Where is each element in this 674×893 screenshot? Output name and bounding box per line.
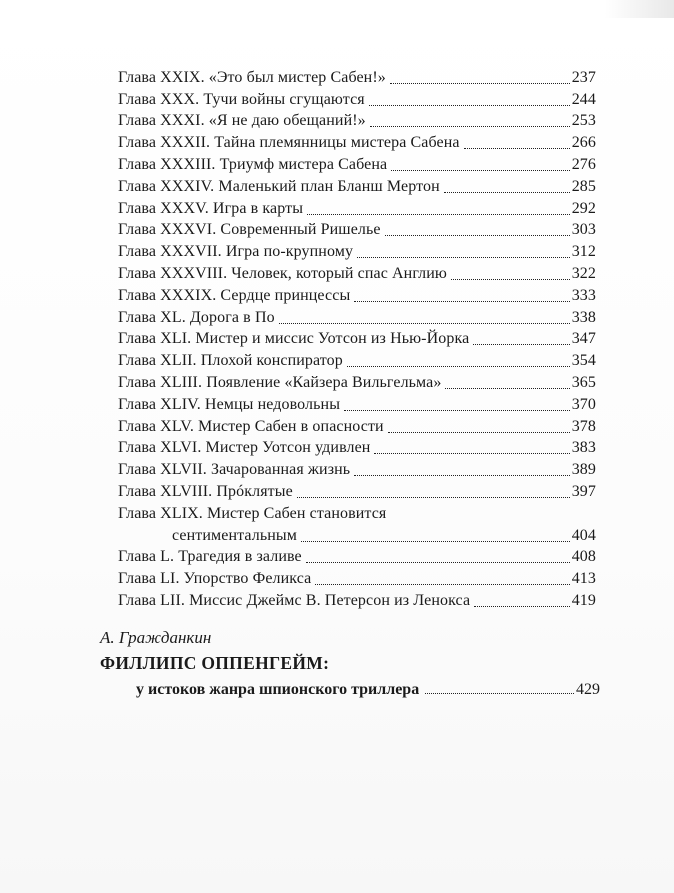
toc-entry xyxy=(118,197,596,219)
toc-entry xyxy=(118,110,596,132)
toc-entry xyxy=(118,349,596,371)
dot-leader xyxy=(425,692,574,694)
dot-leader xyxy=(464,147,570,149)
toc-entry-title: Глава XXIX. «Это был мистер Сабен!» xyxy=(118,68,386,86)
toc-entry-title: Глава XLVII. Зачарованная жизнь xyxy=(118,461,351,479)
dot-leader xyxy=(347,365,570,367)
toc-entry-page: 389 xyxy=(571,461,596,479)
toc-entry-title: Глава LI. Упорство Феликса xyxy=(118,570,312,588)
dot-leader xyxy=(369,104,570,106)
toc-entry-page: 370 xyxy=(571,395,596,413)
dot-leader xyxy=(297,496,570,498)
afterword-page: 429 xyxy=(576,681,600,698)
toc-entry-title: Глава XXX. Тучи войны сгущаются xyxy=(118,90,365,108)
toc-entry-page: 347 xyxy=(571,330,596,348)
toc-entry-title: Глава XLVI. Мистер Уотсон удивлен xyxy=(118,439,371,457)
table-of-contents xyxy=(118,66,596,611)
dot-leader xyxy=(306,561,570,563)
dot-leader xyxy=(279,322,570,324)
dot-leader xyxy=(344,409,570,411)
toc-entry-page: 285 xyxy=(571,177,596,195)
toc-entry-title: Глава XXXIV. Маленький план Бланш Мертон xyxy=(118,177,440,195)
toc-entry-page: 419 xyxy=(571,591,596,609)
dot-leader xyxy=(474,605,570,607)
dot-leader xyxy=(444,191,570,193)
dot-leader xyxy=(388,431,570,433)
toc-entry-page: 413 xyxy=(571,570,596,588)
toc-entry-page: 378 xyxy=(571,417,596,435)
toc-entry-title: Глава L. Трагедия в заливе xyxy=(118,548,302,566)
toc-entry-continuation xyxy=(118,524,596,546)
dot-leader xyxy=(445,387,569,389)
toc-entry-title: Глава LII. Миссис Джеймс В. Петерсон из Ленокса xyxy=(118,591,471,609)
toc-entry xyxy=(118,131,596,153)
dot-leader xyxy=(357,256,570,258)
toc-entry xyxy=(118,371,596,393)
toc-entry-page: 322 xyxy=(571,264,596,282)
toc-entry-page: 333 xyxy=(571,286,596,304)
afterword-subtitle: у истоков жанра шпионского триллера xyxy=(136,681,420,698)
toc-entry-title: Глава XXXIX. Сердце принцессы xyxy=(118,286,351,304)
toc-entry-page: 266 xyxy=(571,134,596,152)
toc-entry xyxy=(118,153,596,175)
toc-entry xyxy=(118,567,596,589)
toc-entry-page: 237 xyxy=(571,68,596,86)
dot-leader xyxy=(390,82,570,84)
toc-entry-page: 338 xyxy=(571,308,596,326)
toc-entry xyxy=(118,66,596,88)
toc-entry-title: Глава XXXII. Тайна племянницы мистера Сабена xyxy=(118,134,460,152)
toc-entry xyxy=(118,393,596,415)
scan-shadow xyxy=(604,0,674,18)
toc-entry-page: 244 xyxy=(571,90,596,108)
toc-entry xyxy=(118,437,596,459)
toc-entry xyxy=(118,589,596,611)
toc-entry-page: 365 xyxy=(571,373,596,391)
toc-entry-page: 253 xyxy=(571,112,596,130)
toc-entry-title: Глава XLI. Мистер и миссис Уотсон из Нью-Йорка xyxy=(118,330,470,348)
toc-entry-page: 383 xyxy=(571,439,596,457)
toc-entry-page: 276 xyxy=(571,155,596,173)
toc-entry xyxy=(118,306,596,328)
toc-entry xyxy=(118,175,596,197)
toc-entry-page: 408 xyxy=(571,548,596,566)
toc-entry-page: 312 xyxy=(571,243,596,261)
toc-entry xyxy=(118,458,596,480)
toc-entry xyxy=(118,480,596,502)
toc-entry-page: 303 xyxy=(571,221,596,239)
toc-entry xyxy=(118,262,596,284)
toc-entry xyxy=(118,546,596,568)
toc-entry-title: Глава XLIII. Появление «Кайзера Вильгельма» xyxy=(118,373,442,391)
toc-entry-title: Глава XLV. Мистер Сабен в опасности xyxy=(118,417,384,435)
dot-leader xyxy=(315,583,569,585)
toc-entry-title: Глава XXXVIII. Человек, который спас Англию xyxy=(118,264,447,282)
toc-entry-page: 354 xyxy=(571,352,596,370)
toc-entry-title: Глава XL. Дорога в По xyxy=(118,308,275,326)
toc-entry xyxy=(118,328,596,350)
toc-entry-page: 404 xyxy=(571,526,596,544)
toc-entry-title: Глава XXXVII. Игра по-крупному xyxy=(118,243,354,261)
afterword-author: А. Гражданкин xyxy=(100,628,212,647)
toc-entry-page: 292 xyxy=(571,199,596,217)
afterword-subtitle-row xyxy=(136,675,600,699)
toc-entry xyxy=(118,415,596,437)
dot-leader xyxy=(473,343,569,345)
afterword-section xyxy=(100,627,600,699)
dot-leader xyxy=(307,213,570,215)
toc-entry-page: 397 xyxy=(571,482,596,500)
dot-leader xyxy=(451,278,570,280)
toc-entry-title-line1: Глава XLIX. Мистер Сабен становится xyxy=(118,504,387,522)
toc-entry-title: Глава XXXI. «Я не даю обещаний!» xyxy=(118,112,366,130)
toc-entry xyxy=(118,240,596,262)
dot-leader xyxy=(354,300,569,302)
afterword-title: ФИЛЛИПС ОППЕНГЕЙМ: xyxy=(100,653,330,673)
toc-entry-title: Глава XLVIII. Прóклятые xyxy=(118,482,293,500)
dot-leader xyxy=(354,474,569,476)
toc-entry xyxy=(118,284,596,306)
dot-leader xyxy=(391,169,570,171)
toc-entry-title-line2: сентиментальным xyxy=(172,526,297,544)
dot-leader xyxy=(385,234,570,236)
dot-leader xyxy=(374,452,569,454)
dot-leader xyxy=(370,125,570,127)
toc-entry-title: Глава XLII. Плохой конспиратор xyxy=(118,352,343,370)
toc-entry xyxy=(118,88,596,110)
toc-entry-multiline xyxy=(118,502,596,546)
dot-leader xyxy=(301,540,570,542)
toc-entry-title: Глава XLIV. Немцы недовольны xyxy=(118,395,341,413)
toc-entry-title: Глава XXXIII. Триумф мистера Сабена xyxy=(118,155,388,173)
toc-entry xyxy=(118,219,596,241)
toc-entry-title: Глава XXXVI. Современный Ришелье xyxy=(118,221,381,239)
toc-entry-title: Глава XXXV. Игра в карты xyxy=(118,199,304,217)
